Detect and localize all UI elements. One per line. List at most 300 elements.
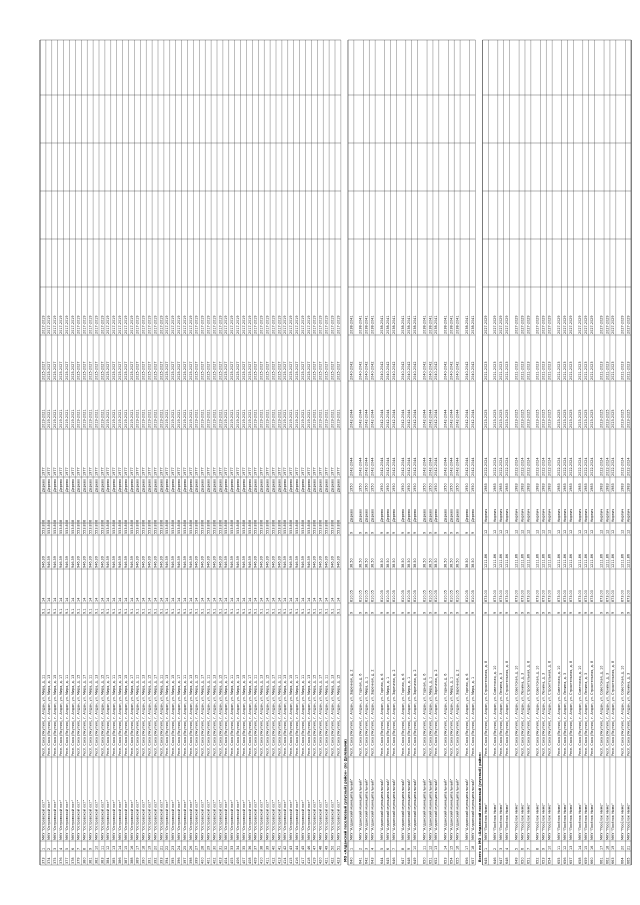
value-cell: 2025-2027 (247, 361, 252, 380)
value-cell: 2038-2041 (449, 315, 454, 334)
value-cell: 2017-2019 (289, 315, 294, 334)
address-cell: Респ. Саха (Якутия), г. Алдан, ул. Ленина, д. 3 (605, 672, 610, 756)
value-cell: 9 (434, 611, 439, 614)
row-index: 11 (100, 845, 105, 850)
value-cell: 8 (64, 519, 69, 522)
value-cell: 14 (330, 597, 335, 602)
value-cell: 2021-2023 (620, 361, 625, 380)
value-cell: 873.00 (578, 590, 583, 602)
row-index: 4 (370, 847, 375, 850)
address-cell: Респ. Саха (Якутия), г. Алдан, ул. Мира, д. 13 (141, 674, 146, 756)
value-cell: 9 (556, 611, 561, 614)
value-cell: 873.00 (605, 590, 610, 602)
value-cell: 2042-2044 (422, 457, 427, 476)
row-number: 399 (194, 857, 199, 864)
organization-cell: МКУ "Посёлок Нимо" (505, 803, 510, 840)
value-cell: 873.00 (514, 590, 519, 602)
address-cell: Респ. Саха (Якутия), г. Алдан, ул. Строительная, д. 8 (547, 660, 552, 756)
value-cell: 9 (422, 531, 427, 534)
value-cell: Дерево (70, 478, 75, 492)
value-cell: Дерево (230, 478, 235, 492)
row-number: 650 (422, 857, 427, 864)
value-cell: Дерево (206, 478, 211, 492)
value-cell: 2027-2029 (514, 315, 519, 334)
value-cell: 12 (493, 529, 498, 534)
value-cell: 873.00 (620, 590, 625, 602)
value-cell: Дерево (135, 478, 140, 492)
value-cell: 2021-2023 (493, 361, 498, 380)
organization-cell: МКУ "Посёлок Нимо" (611, 803, 616, 840)
value-cell: 9.1 (265, 608, 270, 614)
value-cell: 9 (483, 611, 488, 614)
value-cell: 2025-2027 (253, 361, 258, 380)
value-cell: 12 (584, 529, 589, 534)
value-cell: 873.00 (626, 590, 631, 602)
value-cell: 2019-2021 (330, 409, 335, 428)
address-cell: Респ. Саха (Якутия), г. Алдан, ул. Мира, д. 13 (283, 674, 288, 756)
value-cell: 2023-2025 (556, 409, 561, 428)
value-cell: 2019-2021 (188, 409, 193, 428)
value-cell: 2040-2042 (401, 361, 406, 380)
value-cell: 2017-2019 (123, 315, 128, 334)
value-cell: 2019-2021 (224, 409, 229, 428)
value-cell: 2022-2024 (493, 457, 498, 476)
value-cell: 2025-2027 (147, 361, 152, 380)
row-index: 9 (407, 847, 412, 850)
value-cell: 1983 (626, 483, 631, 492)
value-cell: Дерево (47, 478, 52, 492)
value-cell: 1977 (171, 467, 176, 476)
value-cell: 12 (505, 529, 510, 534)
value-cell: 9 (470, 611, 475, 614)
row-index: 12 (562, 845, 567, 850)
value-cell: 1977 (147, 467, 152, 476)
value-cell: 2023-2025 (620, 409, 625, 428)
value-cell: Кирпич (590, 508, 594, 522)
row-index: 17 (135, 845, 140, 850)
value-cell: 946.39 (123, 556, 128, 568)
value-cell: 1977 (76, 467, 81, 476)
value-cell: 2025-2027 (194, 361, 199, 380)
value-cell: 2042-2044 (470, 409, 475, 428)
value-cell: 2019-2021 (82, 409, 87, 428)
value-cell: Дерево (455, 508, 460, 522)
value-cell: 38.50 (364, 558, 369, 568)
value-cell: 2022-2024 (520, 457, 525, 476)
row-index: 7 (526, 847, 531, 850)
address-cell: Респ. Саха (Якутия), г. Алдан, ул. Мира, д. 17 (177, 674, 181, 756)
value-cell: Дерево (289, 478, 294, 492)
organization-cell: МКУ "Алданский муниципальный" (470, 778, 475, 840)
value-cell: Дерево (324, 478, 329, 492)
row-index: 19 (611, 845, 616, 850)
row-number: 391 (147, 857, 152, 864)
value-cell: 553.80 (336, 522, 341, 534)
value-cell: 2019-2021 (177, 409, 181, 428)
value-cell: 2022-2024 (620, 457, 625, 476)
address-cell: Респ. Саха (Якутия), г. Алдан, ул. Мира, д. 15 (194, 674, 199, 756)
value-cell: 8 (76, 519, 81, 522)
value-cell: 1211.86 (611, 553, 616, 568)
value-cell: 946.39 (224, 556, 229, 568)
value-cell: 2019-2021 (241, 409, 246, 428)
value-cell: 2022-2024 (568, 457, 573, 476)
row-number: 417 (300, 857, 305, 864)
value-cell: 2042-2044 (455, 409, 460, 428)
address-cell: Респ. Саха (Якутия), г. Алдан, ул. Строительная, д. 8 (568, 660, 573, 756)
value-cell: 2025-2027 (141, 361, 146, 380)
row-number: 377 (64, 857, 69, 864)
row-number: 646 (493, 857, 498, 864)
address-cell: Респ. Саха (Якутия), г. Алдан, ул. Мира, д. 11 (182, 674, 187, 756)
row-index: 2 (358, 847, 363, 850)
organization-cell: МКУ "Посёлок Нимо" (556, 803, 561, 840)
value-cell: 2027-2029 (535, 315, 540, 334)
value-cell: 2038-2041 (349, 315, 354, 334)
address-cell: Респ. Саха (Якутия), г. Алдан, ул. Заречная, д. 2 (391, 669, 396, 756)
value-cell: 14 (312, 597, 317, 602)
value-cell: 2017-2019 (112, 315, 117, 334)
value-cell: 1950 (428, 483, 433, 492)
value-cell: 9 (584, 611, 589, 614)
value-cell: 2027-2029 (626, 315, 631, 334)
value-cell: 553.80 (230, 522, 235, 534)
value-cell: 14 (171, 597, 176, 602)
row-index: 15 (449, 845, 454, 850)
value-cell: 1211.86 (541, 553, 546, 568)
value-cell: 553.80 (94, 522, 99, 534)
row-index: 6 (520, 847, 525, 850)
value-cell: 2027-2029 (493, 315, 498, 334)
address-cell: Респ. Саха (Якутия), г. Алдан, ул. Мира, д. 11 (300, 674, 305, 756)
value-cell: 2038-2041 (391, 315, 396, 334)
value-cell: 553.80 (265, 522, 270, 534)
value-cell: 14 (88, 597, 93, 602)
value-cell: Дерево (147, 478, 152, 492)
row-number: 419 (312, 857, 317, 864)
row-number: 379 (76, 857, 81, 864)
row-number: 390 (141, 857, 146, 864)
value-cell: 1977 (295, 467, 299, 476)
value-cell: 8 (336, 519, 341, 522)
value-cell: 2023-2025 (562, 409, 567, 428)
row-index: 4 (59, 847, 63, 850)
organization-cell: МКУ "Посёлок Нимо" (626, 803, 631, 840)
value-cell: 2038-2041 (428, 315, 433, 334)
row-number: 383 (100, 857, 105, 864)
value-cell: 2025-2027 (159, 361, 164, 380)
row-number: 412 (271, 857, 276, 864)
address-cell: Респ. Саха (Якутия), г. Алдан, ул. Мира, д. 17 (224, 674, 229, 756)
value-cell: 1983 (611, 483, 616, 492)
value-cell: 873.00 (541, 590, 546, 602)
value-cell: 2040-2042 (407, 361, 412, 380)
value-cell: 9.1 (230, 608, 235, 614)
value-cell: Дерево (295, 478, 299, 492)
value-cell: 2042-2044 (370, 409, 375, 428)
organization-cell: МКУ "Островской юст" (118, 799, 122, 840)
value-cell: 946.39 (212, 556, 217, 568)
value-cell: 2025-2027 (100, 361, 105, 380)
value-cell: 2025-2027 (129, 361, 134, 380)
value-cell: 946.39 (159, 556, 164, 568)
value-cell: Дерево (118, 478, 122, 492)
value-cell: 553.80 (165, 522, 170, 534)
value-cell: 1211.86 (556, 553, 561, 568)
address-cell: Респ. Саха (Якутия), г. Алдан, ул. Горная, д. 6 (422, 673, 427, 756)
value-cell: 2022-2024 (599, 457, 604, 476)
value-cell: 2027-2029 (556, 315, 561, 334)
value-cell: 2025-2027 (182, 361, 187, 380)
value-cell: 1950 (385, 483, 390, 492)
value-cell: 2021-2023 (578, 361, 583, 380)
value-cell: 14 (41, 597, 46, 602)
value-cell: 8 (318, 519, 323, 522)
value-cell: 1211.86 (483, 553, 488, 568)
value-cell: 946.39 (253, 556, 258, 568)
row-number: 407 (241, 857, 246, 864)
value-cell: 2027-2029 (599, 315, 604, 334)
row-number: 378 (70, 857, 75, 864)
value-cell: 9.1 (123, 608, 128, 614)
value-cell: 8 (153, 519, 158, 522)
organization-cell: МКУ "Островской юст" (165, 799, 170, 840)
value-cell: 9.1 (306, 608, 311, 614)
value-cell: 2042-2044 (428, 457, 433, 476)
value-cell: 8 (118, 519, 122, 522)
value-cell: 8 (171, 519, 176, 522)
value-cell: 2025-2027 (241, 361, 246, 380)
address-cell: Респ. Саха (Якутия), г. Алдан, ул. Мира, д. 15 (289, 674, 294, 756)
value-cell: Дерево (422, 508, 427, 522)
value-cell: 2019-2021 (153, 409, 158, 428)
value-cell: 873.00 (493, 590, 498, 602)
value-cell: 873.00 (520, 590, 525, 602)
address-cell: Респ. Саха (Якутия), г. Алдан, ул. Мира, д. 13 (94, 674, 99, 756)
value-cell: Кирпич (526, 508, 531, 522)
row-number: 645 (483, 857, 488, 864)
value-cell: 9.1 (295, 608, 299, 614)
value-cell: 9.1 (318, 608, 323, 614)
value-cell: 9 (358, 611, 363, 614)
value-cell: 8 (129, 519, 134, 522)
value-cell: 2019-2021 (171, 409, 176, 428)
value-cell: 2017-2019 (59, 315, 63, 334)
row-index: 13 (568, 845, 573, 850)
organization-cell: МКУ "Островской юст" (88, 799, 93, 840)
value-cell: 38.50 (391, 558, 396, 568)
value-cell: 1211.86 (520, 553, 525, 568)
value-cell: 14 (306, 597, 311, 602)
value-cell: 946.39 (70, 556, 75, 568)
value-cell: 553.80 (70, 522, 75, 534)
organization-cell: МКУ "Островской юст" (312, 799, 317, 840)
value-cell: 1983 (526, 483, 531, 492)
value-cell: 946.39 (147, 556, 152, 568)
value-cell: 1950 (364, 483, 369, 492)
address-cell: Респ. Саха (Якутия), г. Алдан, ул. Мира, д. 15 (100, 674, 105, 756)
value-cell: Дерево (300, 478, 305, 492)
value-cell: 1977 (59, 467, 63, 476)
value-cell: 2023-2025 (578, 409, 583, 428)
value-cell: 2017-2019 (88, 315, 93, 334)
value-cell: Дерево (171, 478, 176, 492)
organization-cell: МКУ "Островской юст" (218, 799, 223, 840)
value-cell: 2017-2019 (76, 315, 81, 334)
value-cell: 9 (455, 531, 460, 534)
value-cell: 2038-2041 (385, 315, 390, 334)
value-cell: 14 (147, 597, 152, 602)
value-cell: 14 (100, 597, 105, 602)
value-cell: 14 (253, 597, 258, 602)
address-cell: Респ. Саха (Якутия), г. Алдан, ул. Мира, д. 11 (324, 674, 329, 756)
value-cell: 14 (129, 597, 134, 602)
value-cell: 9 (407, 611, 412, 614)
row-index: 5 (514, 847, 519, 850)
value-cell: 2017-2019 (53, 315, 58, 334)
value-cell: 2019-2021 (324, 409, 329, 428)
row-number: 647 (499, 857, 504, 864)
row-number: 653 (541, 857, 546, 864)
value-cell: 2040-2042 (443, 361, 448, 380)
value-cell: 2038-2041 (470, 315, 475, 334)
value-cell: 810.05 (443, 590, 448, 602)
value-cell: 2019-2021 (247, 409, 252, 428)
value-cell: 9.1 (76, 608, 81, 614)
value-cell: 8 (289, 519, 294, 522)
value-cell: 1950 (379, 483, 384, 492)
row-number: 394 (165, 857, 170, 864)
address-cell: Респ. Саха (Якутия), г. Алдан, ул. Мира, д. 15 (241, 674, 246, 756)
value-cell: Дерево (82, 478, 87, 492)
value-cell: 553.80 (253, 522, 258, 534)
value-cell: 1950 (434, 483, 439, 492)
address-cell: Респ. Саха (Якутия), г. Алдан, ул. Строительная, д. 8 (590, 660, 594, 756)
row-index: 39 (265, 845, 270, 850)
value-cell: 2025-2027 (41, 361, 46, 380)
row-index: 6 (385, 847, 390, 850)
value-cell: 2019-2021 (306, 409, 311, 428)
value-cell: 8 (70, 519, 75, 522)
row-number: 647 (401, 857, 406, 864)
value-cell: 2042-2044 (379, 457, 384, 476)
row-number: 641 (358, 857, 363, 864)
value-cell: 8 (218, 519, 223, 522)
value-cell: 2042-2044 (407, 457, 412, 476)
value-cell: 14 (224, 597, 229, 602)
value-cell: Дерево (59, 478, 63, 492)
value-cell: 1983 (535, 483, 540, 492)
value-cell: 8 (271, 519, 276, 522)
value-cell: 9 (599, 611, 604, 614)
value-cell: 946.39 (135, 556, 140, 568)
value-cell: 8 (112, 519, 117, 522)
organization-cell: МКУ "Островской юст" (76, 799, 81, 840)
organization-cell: МКУ "Посёлок Нимо" (547, 803, 552, 840)
value-cell: 2019-2021 (47, 409, 52, 428)
address-cell: Респ. Саха (Якутия), г. Алдан, ул. Заречная, д. 2 (434, 669, 439, 756)
value-cell: 2042-2044 (422, 409, 427, 428)
value-cell: 2017-2019 (259, 315, 264, 334)
value-cell: 9 (364, 531, 369, 534)
value-cell: 2023-2025 (590, 409, 594, 428)
value-cell: 2019-2021 (70, 409, 75, 428)
value-cell: 810.05 (385, 590, 390, 602)
organization-cell: МКУ "Алданский муниципальный" (401, 778, 406, 840)
value-cell: 1983 (605, 483, 610, 492)
value-cell: 946.39 (318, 556, 323, 568)
row-number: 650 (520, 857, 525, 864)
organization-cell: МКУ "Посёлок Нимо" (493, 803, 498, 840)
value-cell: 9 (349, 611, 354, 614)
value-cell: 1977 (165, 467, 170, 476)
value-cell: 2025-2027 (94, 361, 99, 380)
value-cell: 1983 (620, 483, 625, 492)
value-cell: 8 (59, 519, 63, 522)
organization-cell: МКУ "Алданский муниципальный" (449, 778, 454, 840)
organization-cell: МКУ "Посёлок Нимо" (562, 803, 567, 840)
value-cell: Кирпич (514, 508, 519, 522)
value-cell: 12 (514, 529, 519, 534)
value-cell: 2027-2029 (590, 315, 594, 334)
value-cell: 38.50 (407, 558, 412, 568)
value-cell: 873.00 (535, 590, 540, 602)
value-cell: 2027-2029 (578, 315, 583, 334)
value-cell: 2042-2044 (364, 457, 369, 476)
row-index: 15 (123, 845, 128, 850)
address-cell: Респ. Саха (Якутия), г. Алдан, ул. Мира, д. 13 (259, 674, 264, 756)
value-cell: 8 (194, 519, 199, 522)
row-number: 415 (289, 857, 294, 864)
organization-cell: МКУ "Островской юст" (47, 799, 52, 840)
value-cell: 2042-2044 (443, 457, 448, 476)
value-cell: 9.1 (236, 608, 240, 614)
address-cell: Респ. Саха (Якутия), г. Алдан, ул. Ленина, д. 3 (584, 672, 589, 756)
value-cell: 1977 (141, 467, 146, 476)
row-number: 395 (171, 857, 176, 864)
value-cell: 1977 (47, 467, 52, 476)
value-cell: 8 (306, 519, 311, 522)
value-cell: 9 (547, 611, 552, 614)
value-cell: 1977 (118, 467, 122, 476)
value-cell: 1950 (391, 483, 396, 492)
value-cell: 2019-2021 (123, 409, 128, 428)
address-cell: Респ. Саха (Якутия), г. Алдан, ул. Мира, д. 15 (312, 674, 317, 756)
value-cell: 2021-2023 (556, 361, 561, 380)
value-cell: 2017-2019 (271, 315, 276, 334)
row-number: 654 (449, 857, 454, 864)
value-cell: 2022-2024 (514, 457, 519, 476)
row-index: 10 (547, 845, 552, 850)
address-cell: Респ. Саха (Якутия), г. Алдан, ул. Горная, д. 6 (379, 673, 384, 756)
address-cell: Респ. Саха (Якутия), г. Алдан, ул. Мира, д. 11 (230, 674, 235, 756)
value-cell: 1977 (289, 467, 294, 476)
value-cell: 14 (118, 597, 122, 602)
value-cell: 553.80 (41, 522, 46, 534)
value-cell: 946.39 (241, 556, 246, 568)
value-cell: 2019-2021 (165, 409, 170, 428)
value-cell: 553.80 (324, 522, 329, 534)
value-cell: 2017-2019 (118, 315, 122, 334)
value-cell: 2017-2019 (200, 315, 205, 334)
value-cell: Дерево (401, 508, 406, 522)
address-cell: Респ. Саха (Якутия), г. Алдан, ул. Советская, д. 10 (578, 665, 583, 756)
row-number: 662 (605, 857, 610, 864)
value-cell: 14 (153, 597, 158, 602)
organization-cell: МКУ "Алданский муниципальный" (407, 778, 412, 840)
value-cell: 2017-2019 (318, 315, 323, 334)
row-index: 17 (464, 845, 469, 850)
